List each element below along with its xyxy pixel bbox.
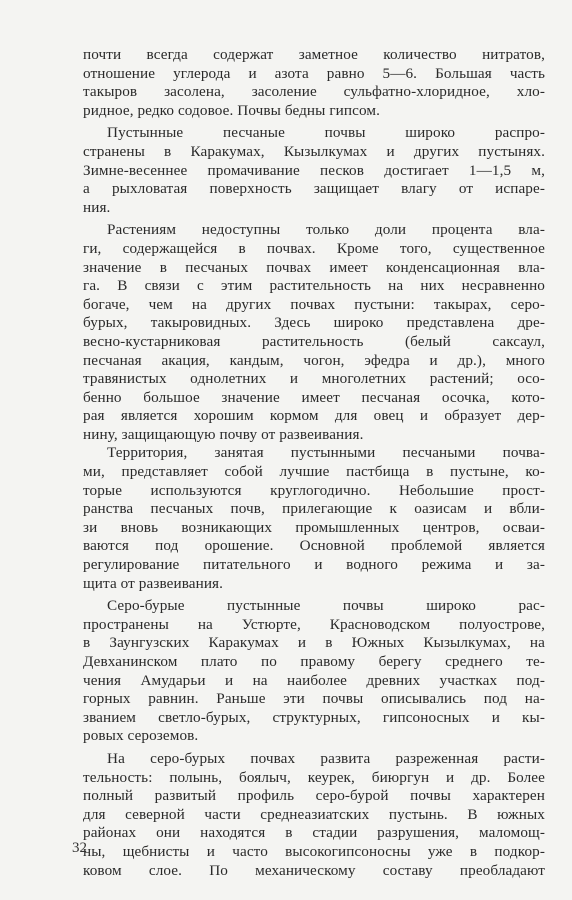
text-line: Растениям недоступны только доли процента вла- <box>107 221 545 239</box>
text-line: весно-кустарниковая растительность (белый саксаул, <box>83 332 545 350</box>
text-line: богаче, чем на других почвах пустыни: такырах, серо- <box>83 295 545 313</box>
text-line: ги, содержащейся в почвах. Кроме того, существенное <box>83 239 545 257</box>
text-line: почти всегда содержат заметное количество нитратов, <box>83 46 545 63</box>
text-line: тельность: полынь, боялыч, кеурек, биюргун и др. Более <box>83 768 545 786</box>
text-line: регулирование питательного и водного режима и за- <box>83 556 545 574</box>
text-line: травянистых однолетних и многолетних растений; осо- <box>83 370 545 388</box>
text-line: в Заунгузских Каракумах и в Южных Кызылкумах, на <box>83 634 545 652</box>
body-text <box>83 46 545 880</box>
text-line: бурых, такыровидных. Здесь широко представлена дре- <box>83 314 545 332</box>
text-line: Зимне-весеннее промачивание песков достигает 1—1,5 м, <box>83 161 545 179</box>
text-line: ми, представляет собой лучшие пастбища в пустыне, ко- <box>83 463 545 481</box>
text-line: нину, защищающую почву от развеивания. <box>83 425 364 443</box>
text-line: ридное, редко содовое. Почвы бедны гипсом. <box>83 101 380 119</box>
text-line: горных равнин. Раньше эти почвы описывались под на- <box>83 690 545 708</box>
text-line: странены в Каракумах, Кызылкумах и других пустынях. <box>83 142 545 160</box>
text-line: ния. <box>83 198 111 216</box>
text-line: ранства песчаных почв, прилегающие к оазисам и вбли- <box>83 500 545 518</box>
text-line: песчаная акация, кандым, чогон, эфедра и др.), много <box>83 351 545 369</box>
text-line: отношение углерода и азота равно 5—6. Большая часть <box>83 64 545 82</box>
text-line: званием светло-бурых, структурных, гипсоносных и кы- <box>83 708 545 726</box>
text-line: ровых сероземов. <box>83 727 199 745</box>
text-line: торые используются круглогодично. Небольшие прост- <box>83 481 545 499</box>
text-line: Серо-бурые пустынные почвы широко рас- <box>107 597 545 615</box>
text-line: чения Амударьи и на наиболее древних участках под- <box>83 671 545 689</box>
text-line: На серо-бурых почвах развита разреженная расти- <box>107 749 545 767</box>
text-line: зи вновь возникающих промышленных центров, осваи- <box>83 518 545 536</box>
page-number: 32 <box>72 840 87 856</box>
text-line: такыров засолена, засоление сульфатно-хлоридное, хло- <box>83 83 545 101</box>
text-line: ваются под орошение. Основной проблемой является <box>83 537 545 555</box>
text-line: га. В связи с этим растительность на них несравненно <box>83 277 545 295</box>
text-line: Территория, занятая пустынными песчаными почва- <box>107 444 545 462</box>
text-line: рая является хорошим кормом для овец и образует дер- <box>83 407 545 425</box>
text-line: бенно большое значение имеет песчаная осочка, кото- <box>83 388 545 406</box>
text-line: для северной части среднеазиатских пустынь. В южных <box>83 805 545 823</box>
text-line: районах они находятся в стадии разрушения, маломощ- <box>83 824 545 842</box>
text-line: полный развитый профиль серо-бурой почвы характерен <box>83 787 545 805</box>
text-line: пространены на Устюрте, Красноводском полуострове, <box>83 615 545 633</box>
text-line: а рыхловатая поверхность защищает влагу от испаре- <box>83 180 545 198</box>
text-line: значение в песчаных почвах имеет конденсационная вла- <box>83 258 545 276</box>
text-line: ковом слое. По механическому составу преобладают <box>83 861 545 879</box>
text-line: щита от развеивания. <box>83 574 224 592</box>
text-line: Девханинском плато по правому берегу среднего те- <box>83 653 545 670</box>
text-line: ны, щебнисты и часто высокогипсоносны уже в подкор- <box>83 842 545 860</box>
text-line: Пустынные песчаные почвы широко распро- <box>107 124 545 142</box>
